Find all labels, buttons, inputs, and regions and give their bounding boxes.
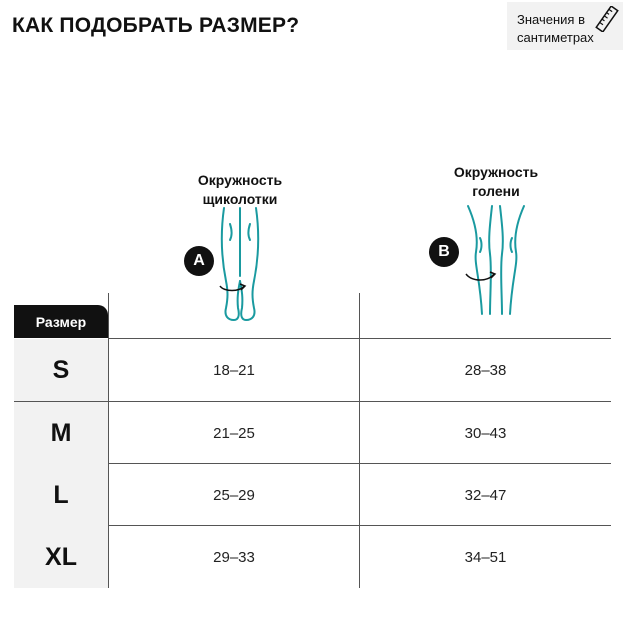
column-label-ankle — [174, 171, 306, 209]
size-cell-s: S — [14, 339, 108, 401]
calf-value-xl: 34–51 — [464, 548, 507, 566]
column-label-calf — [430, 163, 562, 201]
ankle-value-m: 21–25 — [213, 424, 255, 442]
calf-value-m: 30–43 — [464, 424, 507, 442]
badge-b: B — [429, 237, 459, 267]
column-label-calf-line1: Окружность — [453, 164, 539, 180]
size-cell-l: L — [14, 464, 108, 526]
calf-value-l: 32–47 — [464, 486, 507, 504]
size-column-header: Размер — [14, 305, 108, 338]
legs-ankle-measure-icon — [210, 206, 270, 324]
column-label-ankle-line2: щиколотки — [202, 191, 278, 207]
ankle-value-xl: 29–33 — [213, 548, 255, 566]
calf-value-s: 28–38 — [464, 361, 507, 379]
column-label-ankle-line1: Окружность — [197, 172, 283, 188]
page-title: КАК ПОДОБРАТЬ РАЗМЕР? — [12, 14, 300, 37]
size-cell-xl: XL — [14, 526, 108, 588]
size-cell-m: M — [14, 402, 108, 464]
units-note — [507, 2, 623, 50]
column-label-calf-line2: голени — [472, 183, 520, 199]
badge-a: A — [184, 246, 214, 276]
ankle-value-l: 25–29 — [213, 486, 255, 504]
legs-calf-measure-icon — [464, 204, 528, 316]
units-note-text: Значения в сантиметрах — [517, 12, 594, 45]
ankle-value-s: 18–21 — [213, 361, 255, 379]
ruler-icon — [595, 6, 619, 32]
